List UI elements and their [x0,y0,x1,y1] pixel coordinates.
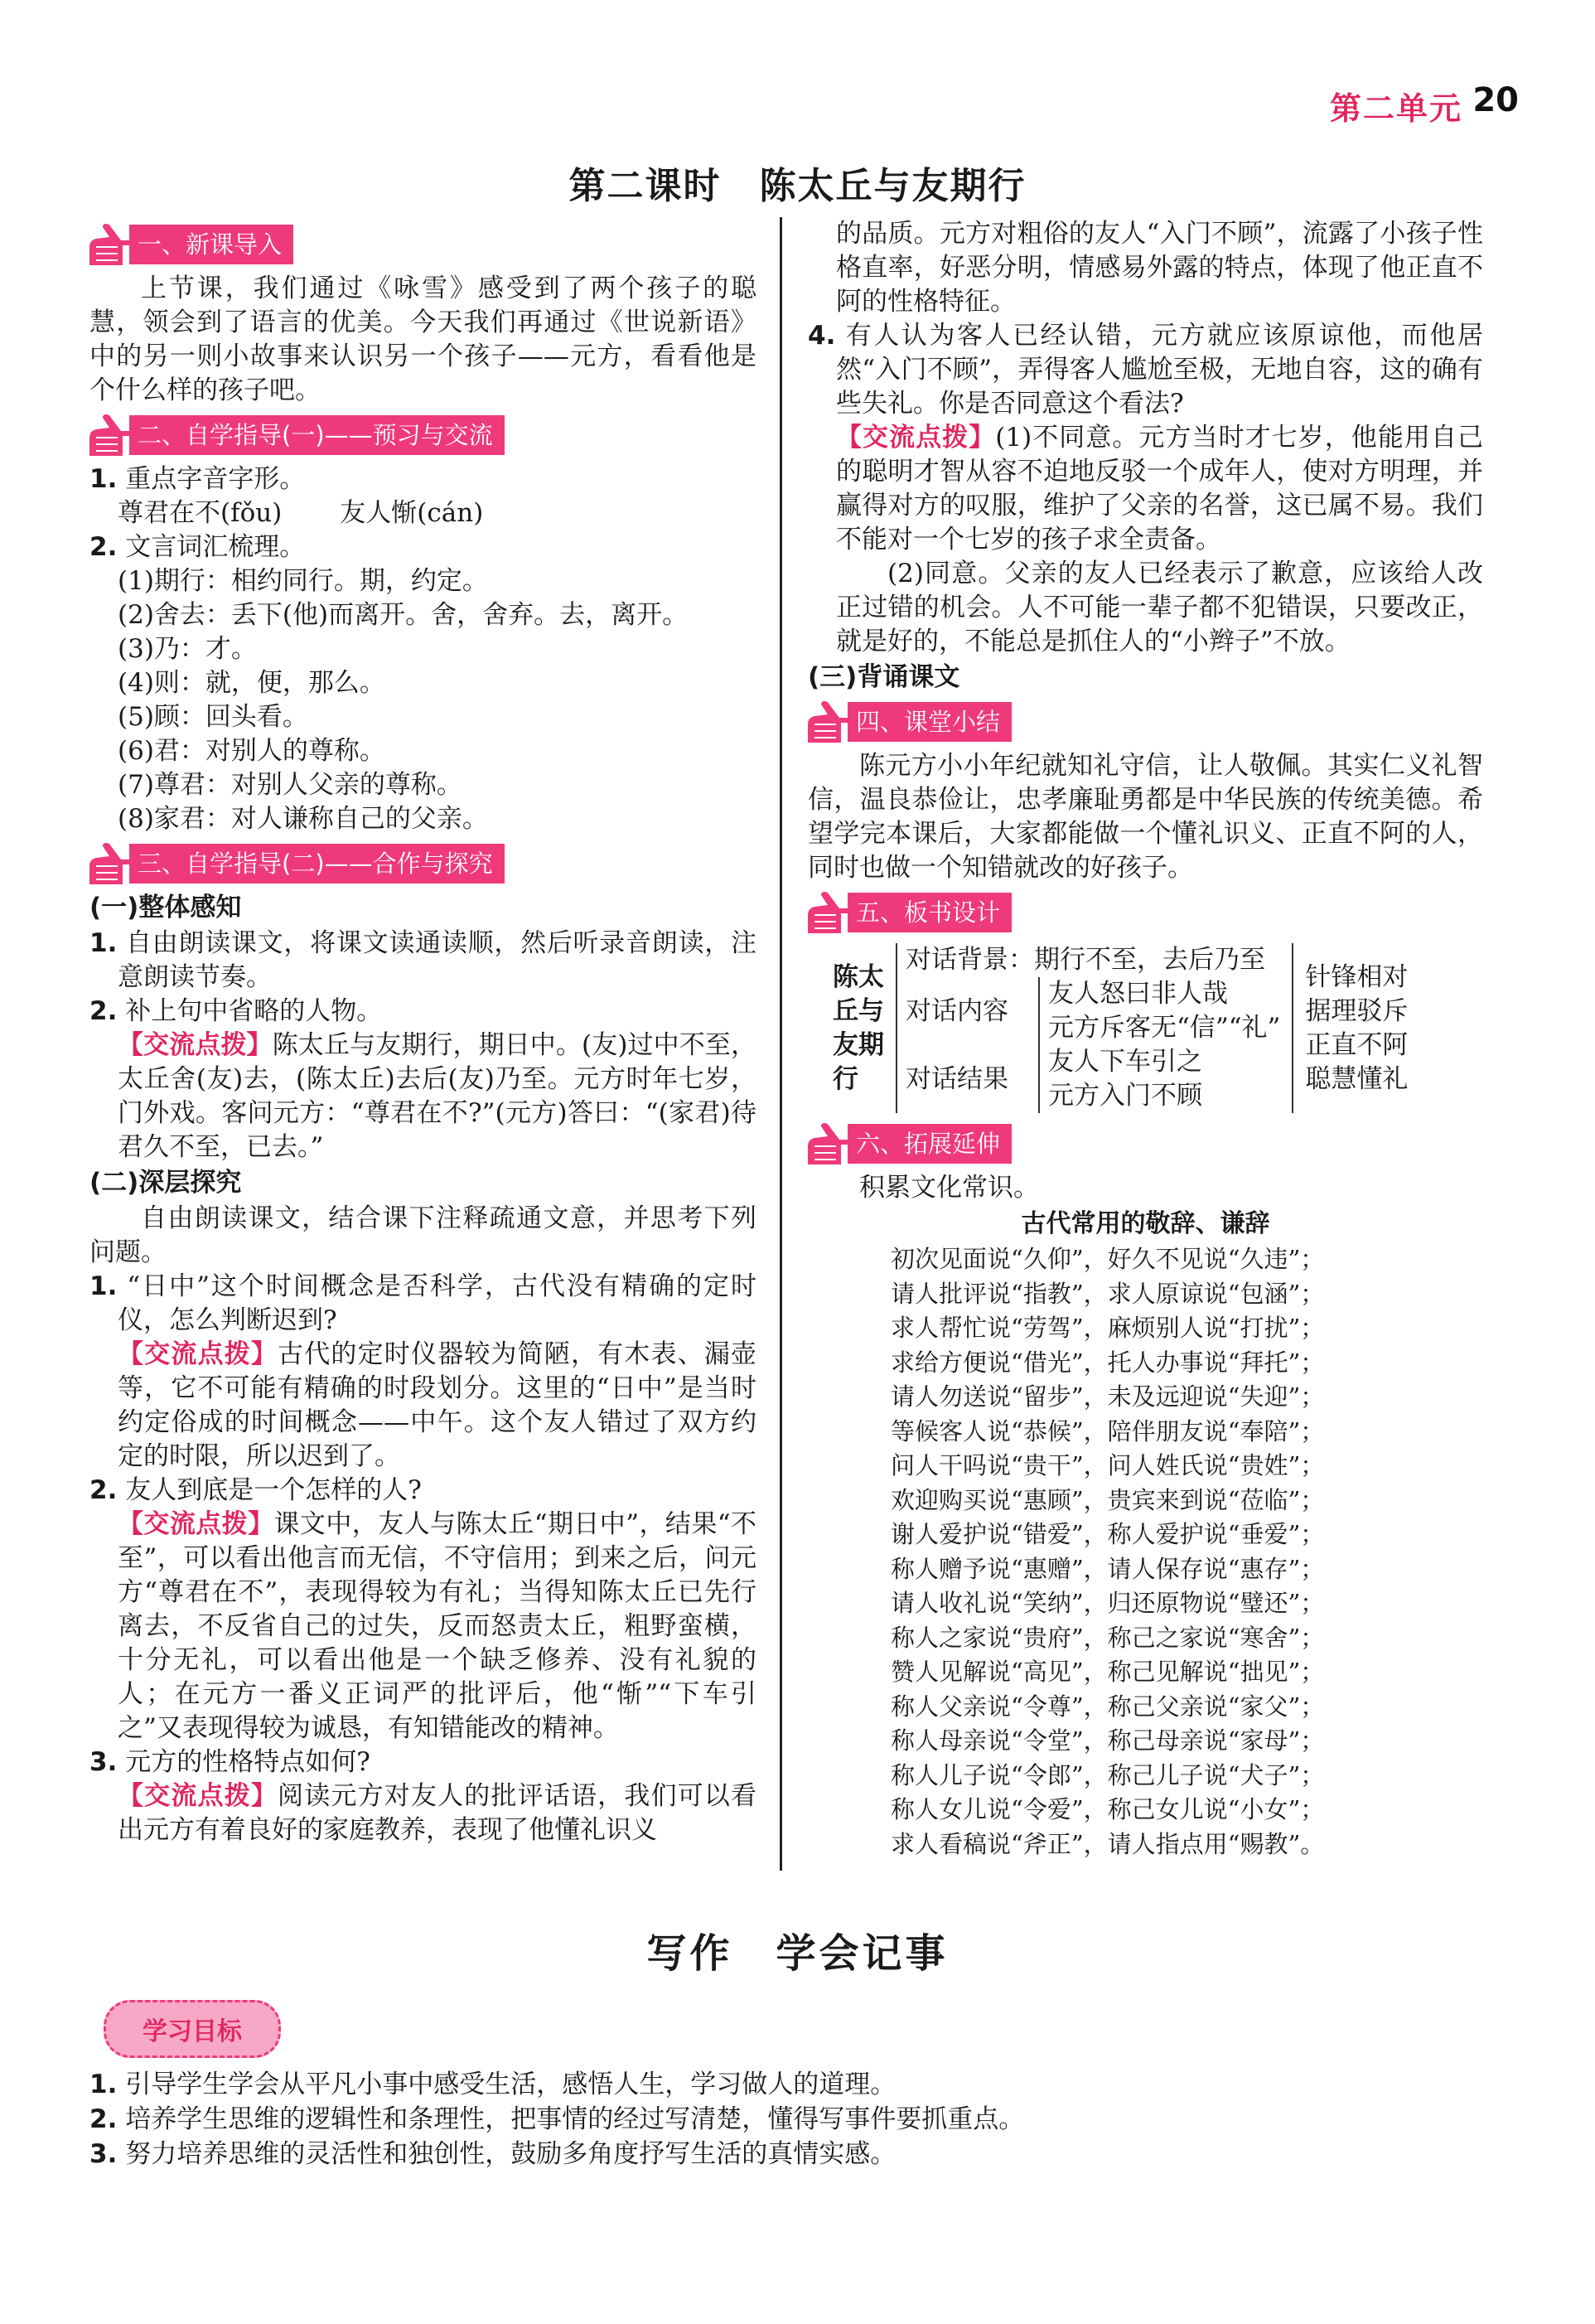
question-number: 1. [89,1271,118,1301]
goal-text: 努力培养思维的灵活性和独创性，鼓励多角度抒写生活的真情实感。 [125,2139,897,2169]
reference-line: 初次见面说“久仰”，好久不见说“久违”； [891,1245,1325,1273]
board-row [906,1045,1280,1113]
reference-line: 请人收礼说“笑纳”，归还原物说“璧还”； [891,1589,1325,1617]
board-row-value: 元方斥客无“信”“礼” [1048,1013,1281,1043]
question-number: 2. [89,996,118,1026]
question-text: 文言词汇梳理。 [125,532,306,562]
writing-title: 写作 学会记事 [646,1930,949,1977]
vocab-item: (3)乃：才。 [118,634,257,664]
board-right-item: 据理驳斥 [1305,995,1409,1026]
tip-label: 【交流点拨】 [118,1781,278,1811]
vocab-item: (8)家君：对人谦称自己的父亲。 [118,804,488,834]
reference-line: 称人赠予说“惠赠”，请人保存说“惠存”； [891,1554,1325,1583]
question-number: 4. [808,321,836,351]
board-row-value: 元方入门不顾 [1048,1081,1202,1111]
question [89,995,756,1029]
tip-label: 【交流点拨】 [118,1339,278,1369]
subsection-title: (一)整体感知 [89,893,242,922]
section-title: 一、新课导入 [129,225,293,264]
vocab-item: (2)舍去：丢下(他)而离开。舍，舍弃。去，离开。 [118,600,689,630]
pointing-hand-icon [85,222,133,267]
tip-text: 课文中，友人与陈太丘“期日中”，结果“不至”，可以看出他言而无信，不守信用；到来之后，问元方“尊君在不”，表现得较为有礼；当得知陈太丘已先行离去，不反省自己的过失，反而怒责太丘，粗野蛮横，十分无礼，可以看出他是一个缺乏修养、没有礼貌的人；在元方一番义正词严的批评后，他“惭”“下车引之”又表现得较为诚恳，有知错能改的精神。 [118,1509,757,1743]
pronunciation-b: 友人惭(cán) [340,498,484,528]
pronunciation-line [89,496,756,530]
learning-goal-badge: 学习目标 [104,2000,281,2058]
extension-intro: 积累文化常识。 [859,1173,1039,1203]
section-banner [803,890,1483,935]
answer-tip: (2)同意。父亲的友人已经表示了歉意，应该给人改正过错的机会。人不可能一辈子都不犯错误，只要改正，就是好的，不能总是抓住人的“小辫子”不放。 [836,559,1483,656]
reference-line: 求人看稿说“斧正”，请人指点用“赐教”。 [891,1829,1325,1858]
question-text: 补上句中省略的人物。 [125,996,383,1026]
question [89,927,756,995]
column-divider [780,217,782,1871]
goal-item [89,2137,1498,2171]
board-left-label [833,943,889,1113]
right-column [808,217,1483,1862]
section-banner [803,1121,1483,1166]
tip-label: 【交流点拨】 [836,423,996,453]
section-title: 五、板书设计 [848,893,1012,932]
section-title: 四、课堂小结 [848,702,1012,742]
lesson-title: 第二课时 陈太丘与友期行 [568,165,1027,207]
tip-text: 陈太丘与友期行，期日中。(友)过中不至，太丘舍(友)去，(陈太丘)去后(友)乃至。元方时年七岁，门外戏。客问元方：“尊君在不?”(元方)答曰：“(家君)待君久不至，已去。” [118,1030,757,1162]
board-right-item: 针锋相对 [1305,961,1409,992]
board-left-line: 友期 [833,1029,884,1060]
board-row-value: 友人下车引之 [1048,1047,1202,1077]
answer-tip [89,1338,756,1474]
reference-line: 请人勿送说“留步”，未及远迎说“失迎”； [891,1382,1325,1411]
question [89,1270,756,1338]
reference-line: 求给方便说“借光”，托人办事说“拜托”； [891,1348,1325,1377]
summary-paragraph: 陈元方小小年纪就知礼守信，让人敬佩。其实仁义礼智信，温良恭俭让，忠孝廉耻勇都是中华民族的传统美德。希望学完本课后，大家都能做一个懂礼识义、正直不阿的人，同时也做一个知错就改的好孩子。 [808,751,1483,883]
pointing-hand-icon [803,890,851,935]
board-left-line: 丘与 [833,995,884,1026]
goal-number: 3. [89,2139,118,2169]
question [89,462,756,496]
page-number: 20 [1472,81,1519,119]
board-left-line: 行 [833,1063,858,1094]
reference-line: 称人父亲说“令尊”，称己父亲说“家父”； [891,1692,1325,1721]
board-middle [896,943,1280,1113]
question-number: 2. [89,532,118,562]
subsection-title: (三)背诵课文 [808,662,960,692]
reference-line: 谢人爱护说“错爱”，称人爱护说“垂爱”； [891,1520,1325,1548]
answer-tip [89,1029,756,1164]
unit-label: 第二单元 [1329,90,1462,127]
goal-text: 引导学生学会从平凡小事中感受生活，感悟人生，学习做人的道理。 [125,2070,897,2099]
section-banner [85,222,756,267]
board-row-value: ：期行不至，去后乃至 [1008,945,1265,975]
pronunciation-a: 尊君在不(fǒu) [118,498,283,528]
reference-line: 称人儿子说“令郎”，称己儿子说“犬子”； [891,1760,1325,1789]
reference-line: 称人女儿说“令爱”，称己女儿说“小女”； [891,1795,1325,1823]
pointing-hand-icon [85,413,133,458]
pointing-hand-icon [85,841,133,886]
answer-tip [89,1508,756,1745]
section-banner [85,841,756,886]
tip-text: 古代的定时仪器较为简陋，有木表、漏壶等，它不可能有精确的时段划分。这里的“日中”是当时约定俗成的时间概念——中午。这个友人错过了双方约定的时限，所以迟到了。 [118,1339,757,1471]
section-title: 二、自学指导(一)——预习与交流 [129,415,505,455]
goal-item [89,2067,1498,2102]
left-column [89,217,756,1847]
board-row-values [1038,1045,1202,1113]
answer-tip [89,1779,756,1847]
board-design [833,943,1483,1113]
goal-number: 2. [89,2104,118,2134]
board-row-key: 对话背景 [906,945,1008,975]
board-row-key: 对话内容 [906,995,1008,1026]
board-row [906,943,1280,977]
reference-line: 赞人见解说“高见”，称己见解说“拙见”； [891,1658,1325,1686]
intro-paragraph: 上节课，我们通过《咏雪》感受到了两个孩子的聪慧，领会到了语言的优美。今天我们再通过《世说新语》中的另一则小故事来认识另一个孩子——元方，看看他是个什么样的孩子吧。 [89,274,756,405]
question [89,1474,756,1508]
question-text: 有人认为客人已经认错，元方就应该原谅他，而他居然“入门不顾”，弄得客人尴尬至极，无地自容，这的确有些失礼。你是否同意这个看法? [836,321,1484,419]
question [89,530,756,564]
question-number: 1. [89,464,118,494]
vocab-item: (1)期行：相约同行。期，约定。 [118,566,488,596]
tip-label: 【交流点拨】 [118,1509,274,1539]
section-title: 六、拓展延伸 [848,1124,1012,1164]
vocab-item: (4)则：就，便，那么。 [118,668,385,698]
question-number: 3. [89,1747,118,1777]
board-row-key: 对话结果 [906,1063,1008,1094]
goal-text: 培养学生思维的逻辑性和条理性，把事情的经过写清楚，懂得写事件要抓重点。 [125,2104,1025,2134]
question-number: 1. [89,928,118,958]
reference-line: 求人帮忙说“劳驾”，麻烦别人说“打扰”； [891,1314,1325,1342]
vocab-item: (5)顾：回头看。 [118,702,308,732]
reference-title: 古代常用的敬辞、谦辞 [1021,1209,1270,1238]
reference-line: 欢迎购买说“惠顾”，贵宾来到说“莅临”； [891,1485,1325,1514]
board-right [1292,943,1408,1113]
question [808,319,1483,421]
goal-item [89,2102,1498,2137]
reference-line: 称人母亲说“令堂”，称己母亲说“家母”； [891,1726,1325,1755]
reference-line: 请人批评说“指教”，求人原谅说“包涵”； [891,1279,1325,1308]
section-title: 三、自学指导(二)——合作与探究 [129,844,505,884]
pointing-hand-icon [803,700,851,744]
subsection-intro: 自由朗读课文，结合课下注释疏通文意，并思考下列问题。 [89,1203,756,1267]
board-right-item: 正直不阿 [1305,1029,1409,1060]
tip-text: (1)不同意。元方当时才七岁，他能用自己的聪明才智从容不迫地反驳一个成年人，使对方明理，并赢得对方的叹服，维护了父亲的名誉，这已属不易。我们不能对一个七岁的孩子求全责备。 [836,423,1483,554]
tip-label: 【交流点拨】 [118,1030,273,1060]
question-number: 2. [89,1475,118,1505]
vocab-item: (6)君：对别人的尊称。 [118,736,385,766]
pointing-hand-icon [803,1121,851,1166]
answer-tip [808,421,1483,557]
question-text: 友人到底是一个怎样的人? [125,1475,422,1505]
vocab-item: (7)尊君：对别人父亲的尊称。 [118,770,462,800]
section-banner [85,413,756,458]
reference-line: 等候客人说“恭候”，陪伴朋友说“奉陪”； [891,1416,1325,1445]
board-left-line: 陈太 [833,961,884,992]
learning-goals [89,2067,1498,2171]
goal-number: 1. [89,2070,118,2099]
board-row [906,977,1280,1045]
section-banner [803,700,1483,744]
question-text: 自由朗读课文，将课文读通读顺，然后听录音朗读，注意朗读节奏。 [118,928,757,992]
board-row-values [1038,977,1280,1045]
tip-text: 阅读元方对友人的批评话语，我们可以看出元方有着良好的家庭教养，表现了他懂礼识义 [118,1781,757,1845]
question-text: 元方的性格特点如何? [125,1747,370,1777]
reference-line: 称人之家说“贵府”，称己之家说“寒舍”； [891,1623,1325,1652]
subsection-title: (二)深层探究 [89,1168,242,1198]
board-row-value: 友人怒曰非人哉 [1048,979,1228,1009]
question-text: 重点字音字形。 [125,464,306,494]
question-text: “日中”这个时间概念是否科学，古代没有精确的定时仪，怎么判断迟到? [118,1271,756,1335]
reference-line: 问人干吗说“贵干”，问人姓氏说“贵姓”； [891,1451,1325,1479]
question [89,1745,756,1779]
board-right-item: 聪慧懂礼 [1305,1063,1409,1094]
tip-continuation: 的品质。元方对粗俗的友人“入门不顾”，流露了小孩子性格直率，好恶分明，情感易外露的特点，体现了他正直不阿的性格特征。 [836,219,1483,317]
